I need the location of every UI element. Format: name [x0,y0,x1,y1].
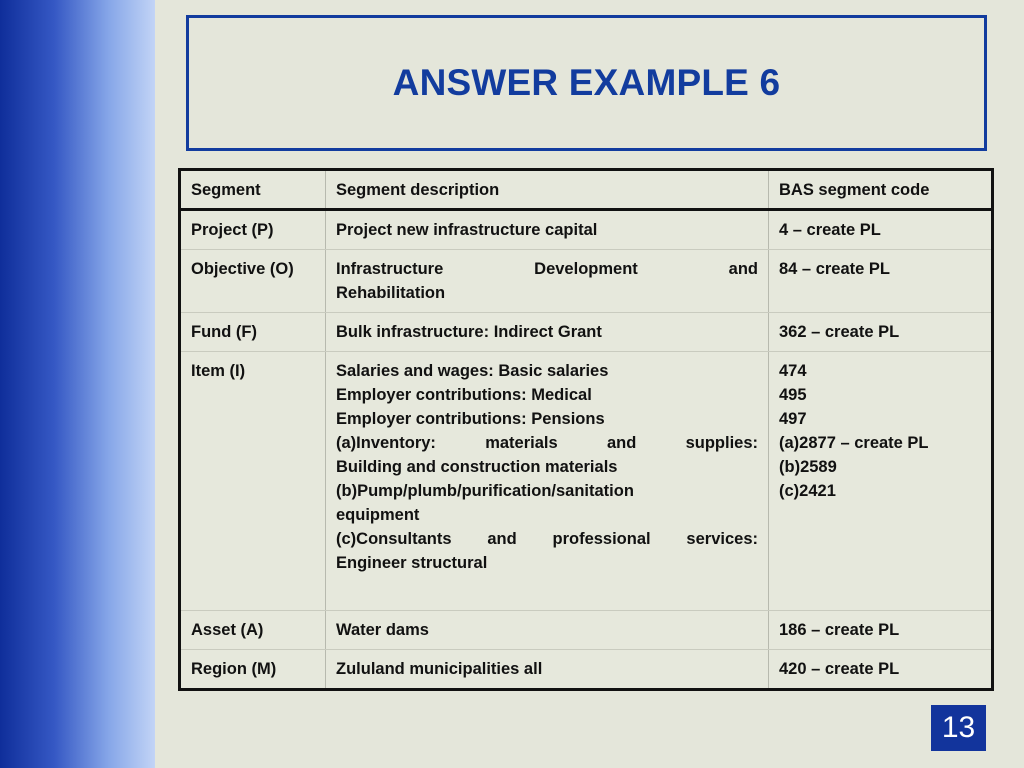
table-row [180,611,993,650]
description-line: Project new infrastructure capital [336,221,598,239]
code-cell [769,313,993,352]
code-cell [769,210,993,250]
code-line: 362 – create PL [779,323,900,341]
header-segment: Segment [180,170,326,210]
description-cell [326,650,769,690]
segment-cell: Asset (A) [180,611,326,650]
page-number-badge [931,705,986,751]
table-row [180,250,993,313]
code-cell [769,352,993,611]
description-cell [326,611,769,650]
segment-table [178,168,994,691]
description-line: (b)Pump/plumb/purification/sanitation [336,482,634,500]
code-line: 420 – create PL [779,660,900,678]
title-box [186,15,987,151]
code-line: 4 – create PL [779,221,881,239]
description-cell [326,210,769,250]
code-line: 495 [779,386,807,404]
segment-cell: Region (M) [180,650,326,690]
page-number: 13 [941,711,976,744]
code-cell [769,611,993,650]
description-cell [326,313,769,352]
description-line: (a)Inventory: materials and supplies: [336,434,758,452]
description-line: Rehabilitation [336,284,446,302]
table-row [180,313,993,352]
header-bas-segment-code: BAS segment code [769,170,993,210]
description-cell [326,250,769,313]
segment-cell: Fund (F) [180,313,326,352]
description-line: Salaries and wages: Basic salaries [336,362,609,380]
description-cell [326,352,769,611]
description-line: Zululand municipalities all [336,660,543,678]
table-row [180,650,993,690]
slide-title: ANSWER EXAMPLE 6 [392,62,781,103]
code-line: 84 – create PL [779,260,890,278]
code-line: 497 [779,410,807,428]
table-row [180,352,993,611]
description-line: Water dams [336,621,429,639]
decorative-side-band [0,0,155,768]
segment-cell: Project (P) [180,210,326,250]
description-line: Building and construction materials [336,458,618,476]
header-segment-description: Segment description [326,170,769,210]
code-line: 186 – create PL [779,621,900,639]
code-line: (a)2877 – create PL [779,434,929,452]
description-line: (c)Consultants and professional services: [336,530,758,548]
code-line: (b)2589 [779,458,837,476]
table-row [180,210,993,250]
segment-cell: Item (I) [180,352,326,611]
code-line: 474 [779,362,807,380]
description-line: Bulk infrastructure: Indirect Grant [336,323,602,341]
table-header-row [180,170,993,210]
code-cell [769,250,993,313]
code-line: (c)2421 [779,482,836,500]
description-line: Infrastructure Development and [336,260,758,278]
description-line: Engineer structural [336,554,488,572]
segment-cell: Objective (O) [180,250,326,313]
description-line: equipment [336,506,420,524]
description-line: Employer contributions: Pensions [336,410,605,428]
description-line: Employer contributions: Medical [336,386,592,404]
code-cell [769,650,993,690]
